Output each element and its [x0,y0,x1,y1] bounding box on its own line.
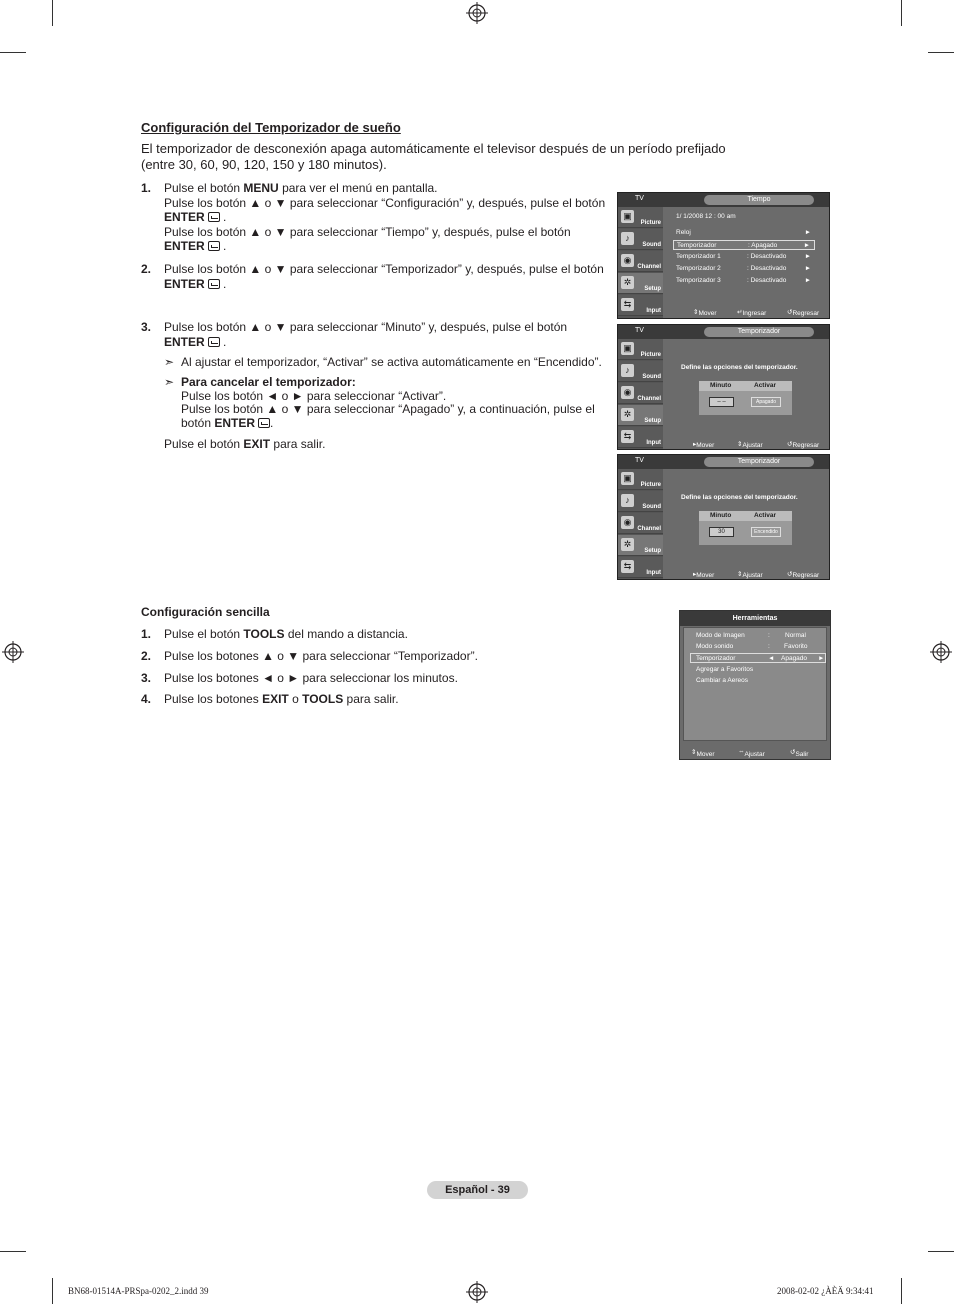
sound-icon: ♪ [621,232,634,245]
tv-clock: 1/ 1/2008 12 : 00 am [676,213,736,220]
tv-footer: ▸ Mover ⇕ Ajustar ↺ Regresar [693,571,820,579]
activate-value[interactable]: Apagado [751,397,781,407]
activate-value[interactable]: Encendido [751,527,781,537]
gear-icon: ✲ [621,408,634,421]
step-body [164,320,609,349]
input-icon: ⇆ [621,560,634,573]
step-line: ENTER . [164,334,227,349]
print-slug-right: 2008-02-02 ¿ÀÈÄ 9:34:41 [777,1286,874,1296]
channel-icon: ◉ [621,386,634,399]
registration-mark-icon [466,2,488,24]
section-heading: Configuración del Temporizador de sueño [141,120,401,135]
picture-icon: ▣ [621,210,634,223]
tv-topbar [618,455,829,469]
arrow-right-icon: ► [804,277,811,284]
minute-value[interactable]: – – [709,397,734,407]
side-item-picture: ▣ Picture [618,339,663,360]
enter-icon [208,212,220,222]
crop-mark [0,52,26,53]
side-item-input: ⇆ Input [618,295,663,316]
gear-icon: ✲ [621,538,634,551]
tools-row-selected[interactable]: Temporizador ◄ Apagado ► [690,653,826,663]
crop-mark [901,1278,902,1304]
tv-menu-title: Temporizador [704,327,814,337]
menu-row[interactable]: Temporizador 2 : Desactivado ► [676,265,811,272]
input-icon: ⇆ [621,298,634,311]
side-item-picture: ▣ Picture [618,469,663,490]
sound-icon: ♪ [621,494,634,507]
enter-icon [258,418,270,428]
easy-setup-heading: Configuración sencilla [141,605,270,619]
note-text: Al ajustar el temporizador, “Activar” se activa automáticamente en “Encendido”. [181,355,602,369]
step-body [164,262,609,291]
step-line: Pulse los botón ▲ o ▼ para seleccionar “Tiempo” y, después, pulse el botón [164,224,571,239]
enter-icon [208,337,220,347]
tv-description: Define las opciones del temporizador. [681,494,798,501]
tv-menu-title: Tiempo [704,195,814,205]
gear-icon: ✲ [621,276,634,289]
channel-icon: ◉ [621,254,634,267]
channel-icon: ◉ [621,516,634,529]
exit-instruction: Pulse el botón EXIT para salir. [164,437,326,451]
tv-content [663,207,829,307]
tv-menu-title: Temporizador [704,457,814,467]
menu-row-selected[interactable]: Temporizador : Apagado ► [673,240,815,250]
picture-icon: ▣ [621,472,634,485]
side-item-input: ⇆ Input [618,557,663,578]
side-item-setup: ✲ Setup [618,535,663,556]
tools-row[interactable]: Cambiar a Aereos [696,677,749,684]
crop-mark [52,0,53,26]
step-line: Pulse los botón ▲ o ▼ para seleccionar “Temporizador” y, después, pulse el botón [164,262,604,276]
step-line: Pulse los botón ▲ o ▼ para seleccionar “Configuración” y, después, pulse el botón [164,195,606,210]
tv-content [663,469,829,569]
menu-row[interactable]: Reloj ► [676,229,811,236]
registration-mark-icon [930,641,952,663]
tv-menu-temporizador-on [617,454,830,580]
step-body [164,181,609,254]
arrow-right-icon: ► [804,253,811,260]
registration-mark-icon [2,641,24,663]
side-item-channel: ◉ Channel [618,513,663,534]
step-line: ENTER . [164,210,227,225]
arrow-right-icon: ► [803,242,810,249]
side-item-sound: ♪ Sound [618,229,663,250]
tv-sidebar [618,339,663,449]
side-item-input: ⇆ Input [618,427,663,448]
intro-paragraph: El temporizador de desconexión apaga automáticamente el televisor después de un período prefijado (entre 30, 60, 90, 120, 150 y 180 minutos). [141,141,726,172]
tools-body [683,627,827,741]
timer-table-header: Minuto Activar [699,381,792,391]
arrow-right-icon: ► [818,655,825,662]
tools-title: Herramientas [680,611,830,626]
side-item-setup: ✲ Setup [618,273,663,294]
tv-menu-temporizador-off [617,324,830,450]
tv-sidebar [618,207,663,318]
page-number-badge: Español - 39 [427,1181,528,1199]
step-line: ENTER . [164,276,227,291]
crop-mark [901,0,902,26]
tv-label: TV [635,327,644,334]
note-arrow-icon: ➣ [164,355,175,369]
arrow-right-icon: ► [804,265,811,272]
tv-footer: ▸ Mover ⇕ Ajustar ↺ Regresar [693,441,820,449]
menu-row[interactable]: Temporizador 1 : Desactivado ► [676,253,811,260]
step-line: Pulse el botón MENU para ver el menú en pantalla. [164,181,438,195]
note-arrow-icon: ➣ [164,375,175,389]
arrow-right-icon: ► [804,229,811,236]
timer-table [699,511,792,545]
tools-row[interactable]: Modo de Imagen : Normal [696,632,806,639]
step-number: 1. [141,181,152,195]
step-line: ENTER . [164,239,227,254]
tv-topbar [618,193,829,207]
tools-footer: ⇕ Mover ⇔ Ajustar ↺ Salir [691,748,809,758]
crop-mark [0,1251,26,1252]
side-item-picture: ▣ Picture [618,207,663,228]
step-line: Pulse los botón ▲ o ▼ para seleccionar “Minuto” y, después, pulse el botón [164,320,568,334]
input-icon: ⇆ [621,430,634,443]
crop-mark [928,52,954,53]
crop-mark [928,1251,954,1252]
tv-footer: ⇕ Mover ↵ Ingresar ↺ Regresar [693,309,820,317]
sound-icon: ♪ [621,364,634,377]
minute-value[interactable]: 30 [709,527,734,537]
step-number: 3. [141,320,152,334]
picture-icon: ▣ [621,342,634,355]
tv-label: TV [635,195,644,202]
tools-menu [679,610,831,760]
tv-menu-tiempo [617,192,830,319]
enter-icon [208,241,220,251]
timer-table-header: Minuto Activar [699,511,792,521]
tv-topbar [618,325,829,339]
registration-mark-icon [466,1281,488,1303]
enter-icon [208,279,220,289]
side-item-channel: ◉ Channel [618,383,663,404]
timer-table [699,381,792,415]
tv-sidebar [618,469,663,579]
crop-mark [52,1278,53,1304]
menu-row[interactable]: Temporizador 3 : Desactivado ► [676,277,811,284]
tv-label: TV [635,457,644,464]
tv-description: Define las opciones del temporizador. [681,364,798,371]
tv-content [663,339,829,439]
side-item-channel: ◉ Channel [618,251,663,272]
print-slug-left: BN68-01514A-PRSpa-0202_2.indd 39 [68,1286,209,1296]
side-item-sound: ♪ Sound [618,491,663,512]
side-item-setup: ✲ Setup [618,405,663,426]
step-number: 2. [141,262,152,276]
tools-row[interactable]: Agregar a Favoritos [696,666,754,673]
tools-row[interactable]: Modo sonido : Favorito [696,643,808,650]
note-text: Para cancelar el temporizador: Pulse los botón ◄ o ► para seleccionar “Activar”. Pulse los botón ▲ o ▼ para seleccionar “Apagado” y, a continuación, pulse el botón ENTER . [181,375,595,430]
side-item-sound: ♪ Sound [618,361,663,382]
arrow-left-icon: ◄ [768,655,775,662]
